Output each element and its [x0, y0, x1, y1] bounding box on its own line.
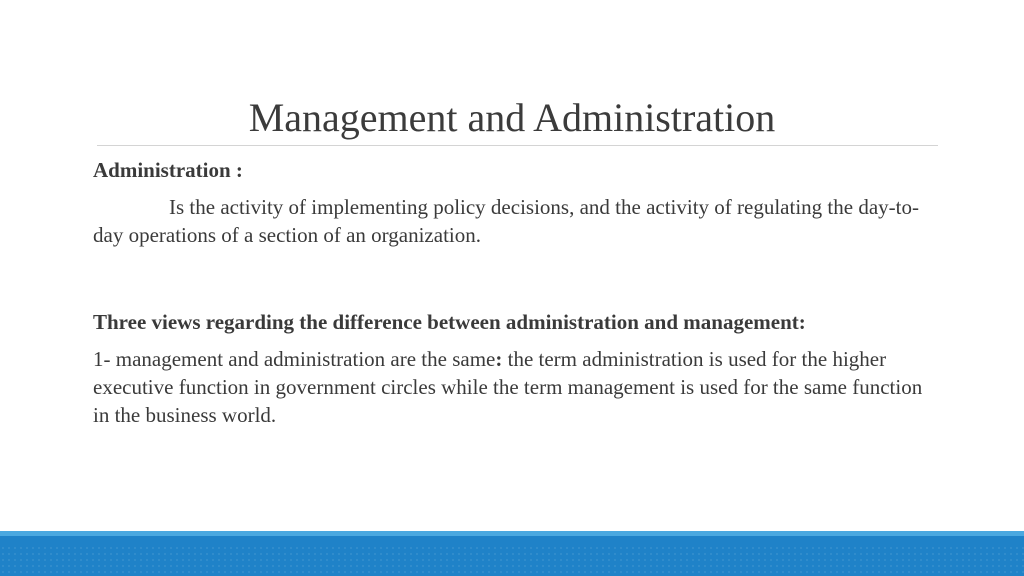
view-one-intro: 1- management and administration are the same: [93, 347, 496, 371]
three-views-heading: Three views regarding the difference between administration and management:: [93, 310, 806, 334]
view-one-text: the term administration is used for the higher executive function in government circles while the term management is used for the same function in the business world.: [93, 347, 923, 427]
administration-heading: Administration :: [93, 158, 243, 182]
slide-body: [93, 156, 923, 429]
footer-accent-line: [0, 531, 1024, 536]
title-divider: [97, 145, 938, 146]
view-one-paragraph: [93, 345, 923, 429]
footer-texture: [0, 545, 1024, 576]
view-one-colon: :: [495, 347, 503, 371]
slide-title: Management and Administration: [248, 95, 776, 140]
administration-definition: Is the activity of implementing policy decisions, and the activity of regulating the day-to-day operations of a section of an organization.: [93, 195, 919, 247]
